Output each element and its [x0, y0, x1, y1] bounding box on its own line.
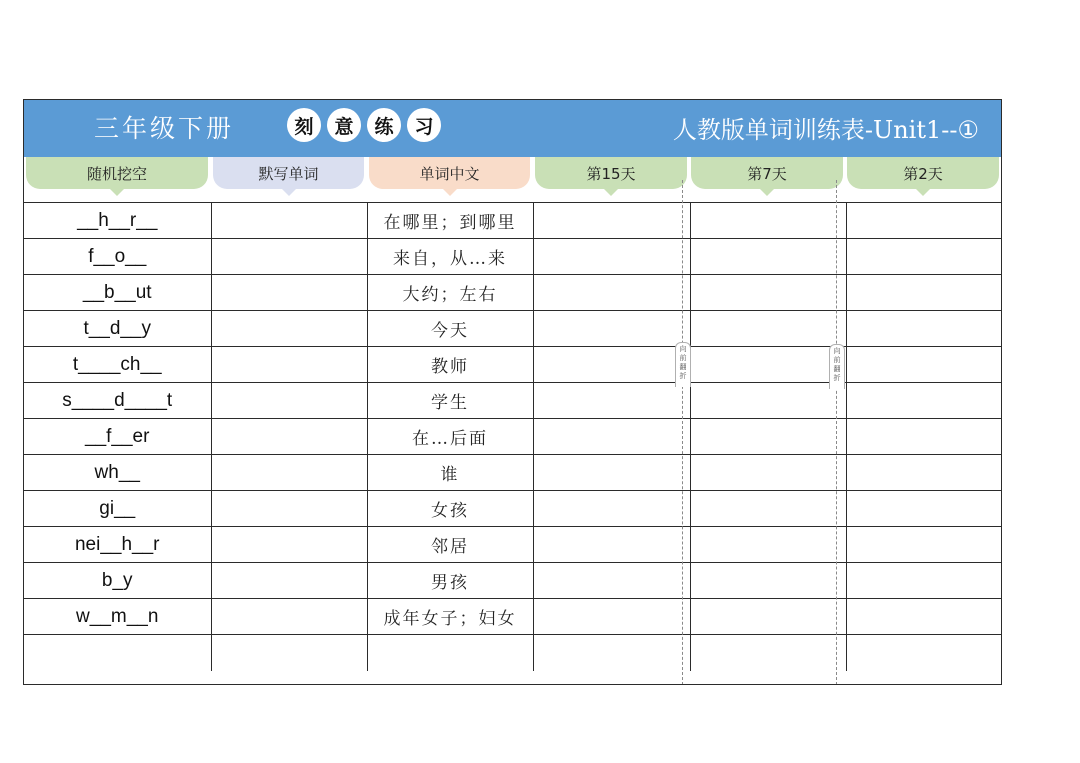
- day15-cell: [533, 311, 690, 347]
- day2-cell: [846, 635, 1002, 671]
- table-row: [24, 563, 1002, 599]
- dictation-cell: [211, 455, 367, 491]
- column-header-dictation: 默写单词: [213, 157, 364, 189]
- word-training-sheet: [23, 99, 1002, 685]
- day7-cell: [690, 347, 846, 383]
- blank-word-cell: __b__ut: [24, 275, 211, 311]
- day15-cell: [533, 599, 690, 635]
- badge-char: 刻: [287, 108, 321, 142]
- chinese-meaning-cell: 邻居: [367, 527, 533, 563]
- table-row: [24, 419, 1002, 455]
- blank-word-cell: nei__h__r: [24, 527, 211, 563]
- blank-word-cell: [24, 635, 211, 671]
- blank-word-cell: b_y: [24, 563, 211, 599]
- day2-cell: [846, 455, 1002, 491]
- badge-char: 习: [407, 108, 441, 142]
- practice-badges: [287, 108, 441, 142]
- table-row: [24, 455, 1002, 491]
- table-row: [24, 491, 1002, 527]
- dictation-cell: [211, 239, 367, 275]
- day7-cell: [690, 203, 846, 239]
- day2-cell: [846, 275, 1002, 311]
- fold-line-day7: [836, 180, 837, 685]
- blank-word-cell: __f__er: [24, 419, 211, 455]
- day7-cell: [690, 275, 846, 311]
- column-header-day7: 第7天: [691, 157, 843, 189]
- day7-cell: [690, 635, 846, 671]
- chinese-meaning-cell: 学生: [367, 383, 533, 419]
- chinese-meaning-cell: 男孩: [367, 563, 533, 599]
- chinese-meaning-cell: 今天: [367, 311, 533, 347]
- chinese-meaning-cell: 教师: [367, 347, 533, 383]
- day7-cell: [690, 563, 846, 599]
- chinese-meaning-cell: 女孩: [367, 491, 533, 527]
- day7-cell: [690, 239, 846, 275]
- chinese-meaning-cell: [367, 635, 533, 671]
- day15-cell: [533, 563, 690, 599]
- day15-cell: [533, 275, 690, 311]
- table-row: [24, 275, 1002, 311]
- grade-label: 三年级下册: [94, 114, 235, 143]
- word-table: [24, 202, 1002, 671]
- blank-word-cell: t__d__y: [24, 311, 211, 347]
- dictation-cell: [211, 383, 367, 419]
- blank-word-cell: s____d____t: [24, 383, 211, 419]
- column-headers: [24, 157, 1001, 202]
- badge-char: 意: [327, 108, 361, 142]
- day7-cell: [690, 383, 846, 419]
- blank-word-cell: t____ch__: [24, 347, 211, 383]
- chinese-meaning-cell: 大约；左右: [367, 275, 533, 311]
- chinese-meaning-cell: 谁: [367, 455, 533, 491]
- table-row: [24, 239, 1002, 275]
- day15-cell: [533, 203, 690, 239]
- word-table-body: [24, 203, 1002, 671]
- dictation-cell: [211, 275, 367, 311]
- day7-cell: [690, 311, 846, 347]
- dictation-cell: [211, 311, 367, 347]
- table-row: [24, 635, 1002, 671]
- fold-label-day15: 向 前 翻 折: [675, 342, 691, 387]
- table-row: [24, 527, 1002, 563]
- dictation-cell: [211, 491, 367, 527]
- blank-word-cell: __h__r__: [24, 203, 211, 239]
- day15-cell: [533, 347, 690, 383]
- table-row: [24, 311, 1002, 347]
- table-row: [24, 599, 1002, 635]
- blank-word-cell: w__m__n: [24, 599, 211, 635]
- chinese-meaning-cell: 成年女子；妇女: [367, 599, 533, 635]
- fold-label-day7: 向 前 翻 折: [829, 344, 845, 389]
- fold-line-day15: [682, 180, 683, 685]
- day7-cell: [690, 599, 846, 635]
- day2-cell: [846, 527, 1002, 563]
- blank-word-cell: f__o__: [24, 239, 211, 275]
- day2-cell: [846, 599, 1002, 635]
- dictation-cell: [211, 203, 367, 239]
- dictation-cell: [211, 563, 367, 599]
- day15-cell: [533, 491, 690, 527]
- day15-cell: [533, 635, 690, 671]
- day15-cell: [533, 239, 690, 275]
- badge-char: 练: [367, 108, 401, 142]
- dictation-cell: [211, 635, 367, 671]
- dictation-cell: [211, 527, 367, 563]
- sheet-title: 人教版单词训练表-Unit1--①: [672, 116, 979, 144]
- day2-cell: [846, 347, 1002, 383]
- day7-cell: [690, 455, 846, 491]
- day2-cell: [846, 419, 1002, 455]
- day7-cell: [690, 527, 846, 563]
- chinese-meaning-cell: 来自，从…来: [367, 239, 533, 275]
- table-row: [24, 383, 1002, 419]
- chinese-meaning-cell: 在…后面: [367, 419, 533, 455]
- table-row: [24, 203, 1002, 239]
- day15-cell: [533, 419, 690, 455]
- day2-cell: [846, 203, 1002, 239]
- table-row: [24, 347, 1002, 383]
- day15-cell: [533, 383, 690, 419]
- blank-word-cell: wh__: [24, 455, 211, 491]
- dictation-cell: [211, 599, 367, 635]
- chinese-meaning-cell: 在哪里；到哪里: [367, 203, 533, 239]
- day2-cell: [846, 563, 1002, 599]
- blank-word-cell: gi__: [24, 491, 211, 527]
- column-header-chinese: 单词中文: [369, 157, 530, 189]
- column-header-random-blank: 随机挖空: [26, 157, 208, 189]
- day7-cell: [690, 419, 846, 455]
- day15-cell: [533, 527, 690, 563]
- day15-cell: [533, 455, 690, 491]
- day2-cell: [846, 491, 1002, 527]
- day7-cell: [690, 491, 846, 527]
- title-banner: [24, 100, 1001, 157]
- day2-cell: [846, 239, 1002, 275]
- dictation-cell: [211, 419, 367, 455]
- column-header-day15: 第15天: [535, 157, 687, 189]
- dictation-cell: [211, 347, 367, 383]
- day2-cell: [846, 311, 1002, 347]
- day2-cell: [846, 383, 1002, 419]
- column-header-day2: 第2天: [847, 157, 999, 189]
